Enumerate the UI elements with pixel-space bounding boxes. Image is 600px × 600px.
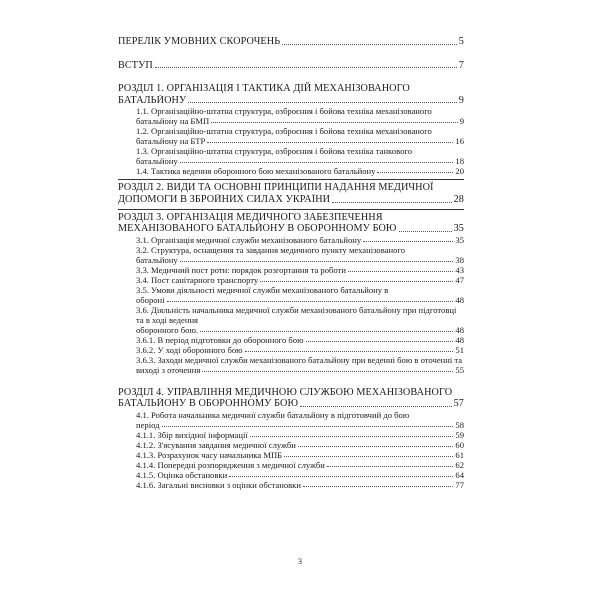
toc-subentry[interactable] bbox=[118, 335, 464, 345]
toc-page-number: 7 bbox=[458, 59, 464, 71]
toc-chapter-title: РОЗДІЛ 2. ВИДИ ТА ОСНОВНІ ПРИНЦИПИ НАДАННЯ МЕДИЧНОЇ bbox=[118, 182, 434, 194]
toc-page-number: 62 bbox=[455, 459, 464, 470]
toc-subentry[interactable] bbox=[118, 275, 464, 285]
toc-subentry-title-end: 4.1.2. З'ясування завдання медичної служби bbox=[136, 439, 296, 450]
toc-subentry[interactable] bbox=[118, 126, 464, 146]
toc-page-number: 57 bbox=[453, 398, 464, 410]
toc-chapter-title-cont: МЕХАНІЗОВАНОГО БАТАЛЬЙОНУ В ОБОРОННОМУ БОЮ bbox=[118, 223, 397, 235]
leader-dots bbox=[377, 171, 453, 173]
leader-dots bbox=[282, 43, 457, 45]
toc-subentry-title: 1.2. Організаційно-штатна структура, озброєння і бойова техніка механізованого bbox=[136, 126, 432, 137]
table-of-contents bbox=[118, 36, 464, 490]
toc-subentry[interactable] bbox=[118, 235, 464, 245]
toc-subentry-title-end: 3.1. Організація медичної служби механізованого батальйону bbox=[136, 234, 362, 245]
toc-page-number: 35 bbox=[455, 234, 464, 245]
toc-subentry[interactable] bbox=[118, 470, 464, 480]
toc-subentry-title: 4.1. Робота начальника медичної служби батальйону в підготовчий до бою bbox=[136, 409, 410, 420]
leader-dots bbox=[284, 455, 453, 457]
toc-page-number: 9 bbox=[458, 94, 464, 106]
toc-chapter-3[interactable] bbox=[118, 212, 464, 235]
toc-chapter-title-cont: БАТАЛЬЙОНУ В ОБОРОННОМУ БОЮ bbox=[118, 398, 299, 410]
toc-subentry-title-end: батальйону на БМП bbox=[136, 116, 210, 127]
toc-page-number: 38 bbox=[455, 254, 464, 265]
toc-subentry-title-end: оборонного бою. bbox=[136, 324, 199, 335]
toc-subentry-title-end: 3.3. Медичний пост роти: порядок розгортання та роботи bbox=[136, 264, 346, 275]
leader-dots bbox=[332, 201, 452, 203]
toc-subentry-title: 1.1. Організаційно-штатна структура, озброєння і бойова техніка механізованого bbox=[136, 106, 432, 117]
toc-chapter-title-cont: БАТАЛЬЙОНУ bbox=[118, 94, 187, 106]
toc-subentry[interactable] bbox=[118, 410, 464, 430]
leader-dots bbox=[167, 300, 454, 302]
toc-subentry[interactable] bbox=[118, 245, 464, 265]
toc-entry-title: ПЕРЕЛІК УМОВНИХ СКОРОЧЕНЬ bbox=[118, 36, 281, 47]
toc-page-number: 47 bbox=[455, 274, 464, 285]
leader-dots bbox=[348, 270, 453, 272]
leader-dots bbox=[260, 280, 453, 282]
toc-page-number: 48 bbox=[455, 334, 464, 345]
toc-chapter-title-cont: ДОПОМОГИ В ЗБРОЙНИХ СИЛАХ УКРАЇНИ bbox=[118, 193, 331, 205]
toc-subentry[interactable] bbox=[118, 480, 464, 490]
toc-subentry-title-end: 4.1.1. Збір вихідної інформації bbox=[136, 429, 248, 440]
toc-entry-title: ВСТУП bbox=[118, 59, 153, 71]
leader-dots bbox=[207, 141, 453, 143]
toc-subentry[interactable] bbox=[118, 106, 464, 126]
toc-subentry-title-end: батальйону на БТР bbox=[136, 136, 206, 147]
toc-subentry-title-end: батальйону bbox=[136, 156, 178, 167]
page-number-footer: 3 bbox=[298, 557, 302, 566]
leader-dots bbox=[306, 340, 454, 342]
toc-subentry[interactable] bbox=[118, 450, 464, 460]
toc-page-number: 16 bbox=[455, 136, 464, 147]
toc-subentry[interactable] bbox=[118, 305, 464, 335]
toc-subentry-title: 1.3. Організаційно-штатна структура, озброєння і бойова техніка танкового bbox=[136, 146, 412, 157]
leader-dots bbox=[363, 240, 453, 242]
toc-subentry-title-end: 4.1.4. Попередні розпорядження з медичної служби bbox=[136, 459, 325, 470]
toc-subentry-title-end: 3.6.1. В період підготовки до оборонного бою bbox=[136, 334, 304, 345]
toc-subentry-title-end: обороні bbox=[136, 294, 165, 305]
toc-chapter-title: РОЗДІЛ 3. ОРГАНІЗАЦІЯ МЕДИЧНОГО ЗАБЕЗПЕЧЕННЯ bbox=[118, 211, 383, 223]
section-divider bbox=[118, 209, 464, 210]
toc-page-number: 28 bbox=[453, 193, 464, 205]
leader-dots bbox=[180, 260, 454, 262]
toc-page-number: 5 bbox=[458, 36, 464, 47]
toc-subentry[interactable] bbox=[118, 345, 464, 355]
toc-page-number: 61 bbox=[455, 449, 464, 460]
toc-subentry-title: 3.5. Умови діяльності медичної служби механізованого батальйону в bbox=[136, 284, 389, 295]
toc-entry-intro[interactable] bbox=[118, 60, 464, 72]
toc-subentry[interactable] bbox=[118, 146, 464, 166]
toc-subentry-title-end: виході з оточення bbox=[136, 364, 201, 375]
toc-page-number: 60 bbox=[455, 439, 464, 450]
toc-subentry-title-end: 3.6.2. У ході оборонного бою bbox=[136, 344, 243, 355]
toc-chapter-1[interactable] bbox=[118, 83, 464, 106]
toc-page-number: 51 bbox=[455, 344, 464, 355]
toc-subentry-title: 3.6.3. Заходи медичної служби механізованого батальйону при веденні бою в оточенні та bbox=[136, 354, 463, 365]
toc-subentry-title-end: 4.1.5. Оцінка обстановки bbox=[136, 469, 228, 480]
leader-dots bbox=[162, 425, 454, 427]
toc-subentry[interactable] bbox=[118, 440, 464, 450]
toc-page-number: 43 bbox=[455, 264, 464, 275]
toc-page-number: 35 bbox=[453, 223, 464, 235]
section-divider bbox=[118, 179, 464, 180]
leader-dots bbox=[399, 230, 452, 232]
toc-chapter-title: РОЗДІЛ 1. ОРГАНІЗАЦІЯ І ТАКТИКА ДІЙ МЕХАНІЗОВАНОГО bbox=[118, 83, 410, 95]
leader-dots bbox=[229, 475, 453, 477]
toc-entry-abbreviations[interactable] bbox=[118, 36, 464, 48]
leader-dots bbox=[188, 101, 457, 103]
toc-subentry-title-end: 1.4. Тактика ведення оборонного бою механізованого батальйону bbox=[136, 166, 376, 177]
leader-dots bbox=[298, 445, 454, 447]
leader-dots bbox=[202, 370, 453, 372]
toc-subentry[interactable] bbox=[118, 265, 464, 275]
toc-page-number: 48 bbox=[455, 294, 464, 305]
leader-dots bbox=[155, 66, 457, 68]
toc-page-number: 20 bbox=[455, 166, 464, 177]
toc-page-number: 77 bbox=[455, 479, 464, 490]
toc-page-number: 59 bbox=[455, 429, 464, 440]
toc-chapter-4[interactable] bbox=[118, 387, 464, 410]
toc-chapter-2[interactable] bbox=[118, 182, 464, 205]
leader-dots bbox=[180, 161, 454, 163]
toc-page-number: 64 bbox=[455, 469, 464, 480]
toc-page-number: 18 bbox=[455, 156, 464, 167]
toc-page-number: 48 bbox=[455, 324, 464, 335]
leader-dots bbox=[211, 121, 457, 123]
toc-subentry-title-end: період bbox=[136, 419, 160, 430]
leader-dots bbox=[245, 350, 454, 352]
toc-subentry[interactable] bbox=[118, 355, 464, 375]
toc-subentry-title-end: батальйону bbox=[136, 254, 178, 265]
leader-dots bbox=[250, 435, 454, 437]
toc-subentry[interactable] bbox=[118, 285, 464, 305]
toc-subentry-title-end: 4.1.3. Розрахунок часу начальника МПБ bbox=[136, 449, 283, 460]
toc-subentry-title-end: 3.4. Пост санітарного транспорту bbox=[136, 274, 259, 285]
toc-subentry[interactable] bbox=[118, 460, 464, 470]
toc-page-number: 9 bbox=[459, 116, 464, 127]
toc-page-number: 55 bbox=[455, 364, 464, 375]
toc-chapter-title: РОЗДІЛ 4. УПРАВЛІННЯ МЕДИЧНОЮ СЛУЖБОЮ МЕХАНІЗОВАНОГО bbox=[118, 386, 453, 398]
leader-dots bbox=[303, 485, 453, 487]
leader-dots bbox=[300, 405, 452, 407]
leader-dots bbox=[200, 330, 453, 332]
toc-subentry-title: 3.2. Структура, оснащення та завдання медичного пункту механізованого bbox=[136, 244, 405, 255]
toc-page-number: 58 bbox=[455, 419, 464, 430]
toc-subentry[interactable] bbox=[118, 166, 464, 176]
toc-subentry-title: 3.6. Діяльність начальника медичної служби механізованого батальйону при підготовці та в ході ведення bbox=[136, 304, 457, 325]
toc-subentry[interactable] bbox=[118, 430, 464, 440]
toc-subentry-title-end: 4.1.6. Загальні висновки з оцінки обстановки bbox=[136, 479, 301, 490]
leader-dots bbox=[327, 465, 454, 467]
